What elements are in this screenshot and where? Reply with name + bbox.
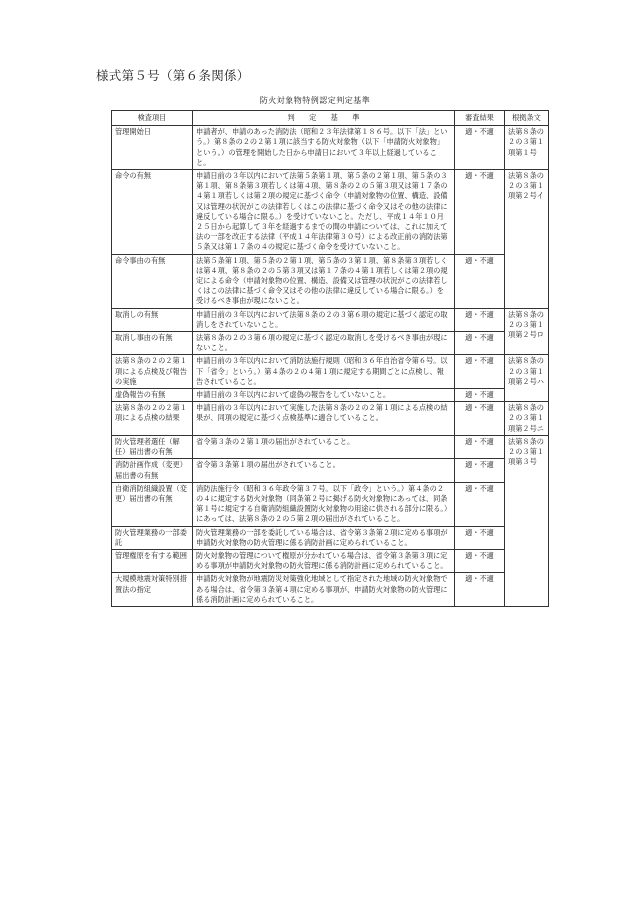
form-number: 様式第５号（第６条関係） [96,68,250,83]
inspection-item: 防火管理業務の一部委託 [112,526,193,549]
table-row [112,402,549,436]
table-header-row [112,111,549,126]
inspection-item: 法第８条の２の２第１項による点検及び報告の実施 [112,355,193,389]
criterion-text: 申請日前の３年以内において実施した法第８条の２の２第１項による点検の結果が、同項の規定に基づく点検基準に適合していること。 [193,402,455,436]
document-title: 防火対象物特例認定判定基準 [259,96,371,105]
criterion-text: 法第５条第１項、第５条の２第１項、第５条の３第１項、第８条第３項若しくは第４項、第８条の２の５第３項又は第１７条の４第１項若しくは第２項の規定による命令（申請対象物の位置、構造、設備又は管理の状況がこの法律若しくはこの法律に基づく命令又はその他の法律に違反している場合に限る。）を受けるべき事由が現にないこと。 [193,254,455,308]
inspection-item: 大規模地震対策特別措置法の指定 [112,573,193,607]
table-row [112,459,549,482]
criterion-text: 省令第３条第１項の届出がされていること。 [193,459,455,482]
table-row [112,332,549,355]
criterion-text: 消防法施行令（昭和３６年政令第３７号。以下「政令」という。）第４条の２の４に規定する防火対象物（同条第２号に掲げる防火対象物にあっては、同条第１号に規定する自衛消防組織設置防火対象物の用途に供される部分に限る。）にあっては、法第８条の２の５第２項の届出がされていること。 [193,482,455,526]
result-cell: 適・不適 [455,332,505,355]
table-row [112,355,549,389]
result-cell: 適・不適 [455,355,505,389]
basis-cell: 法第８条の２の３第１項第２号イ [505,170,549,309]
table-row [112,389,549,402]
criterion-text: 法第８条の２の３第６項の規定に基づく認定の取消しを受けるべき事由が現にないこと。 [193,332,455,355]
result-cell: 適・不適 [455,526,505,549]
criterion-text: 申請日前の３年以内において法第５条第１項、第５条の２第１項、第５条の３第１項、第８条第３項若しくは第４項、第８条の２の５第３項又は第１７条の４第１項若しくは第２項の規定に基づく命令（申請対象物の位置、構造、設備又は管理の状況がこの法律若しくはこの法律に基づく命令又はその他の法律に違反している場合に限る。）を受けていないこと。ただし、平成１４年１０月２５日から起算して３年を経過するまでの間の申請については、これに加えて法の一部を改正する法律（平成１４年法律第３０号）による改正前の消防法第５条又は第１７条の４の規定に基づく命令を受けていないこと。 [193,170,455,255]
criterion-text: 申請防火対象物が地震防災対策強化地域として指定された地域の防火対象物である場合は、省令第３条第４項に定める事項が、申請防火対象物の防火管理に係る消防計画に定められていること。 [193,573,455,607]
result-cell: 適・不適 [455,482,505,526]
basis-cell: 法第８条の２の３第１項第３号 [505,435,549,606]
table-row [112,549,549,572]
inspection-item: 命令の有無 [112,170,193,255]
basis-cell: 法第８条の２の３第１項第２号ニ [505,402,549,436]
table-row [112,126,549,170]
inspection-item: 管理開始日 [112,126,193,170]
basis-cell: 法第８条の２の３第１項第１号 [505,126,549,170]
inspection-item: 消防計画作成（変更）届出書の有無 [112,459,193,482]
header-basis: 根拠条文 [505,111,549,126]
table-row [112,308,549,331]
criterion-text: 申請日前の３年以内において消防法施行規則（昭和３６年自治省令第６号。以下「省令」という。）第４条の２の４第１項に規定する期間ごとに点検し、報告されていること。 [193,355,455,389]
criterion-text: 防火管理業務の一部を委託している場合は、省令第３条第２項に定める事項が申請防火対象物の防火管理に係る消防計画に定められていること。 [193,526,455,549]
basis-cell: 法第８条の２の３第１項第２号ロ [505,308,549,355]
result-cell: 適・不適 [455,389,505,402]
result-cell: 適・不適 [455,459,505,482]
header-inspection-item: 検査項目 [112,111,193,126]
result-cell: 適・不適 [455,549,505,572]
table-row [112,254,549,308]
result-cell: 適・不適 [455,170,505,255]
criterion-text: 申請者が、申請のあった消防法（昭和２３年法律第１８６号。以下「法」という。）第８条の２の２第１項に該当する防火対象物（以下「申請防火対象物」という。）の管理を開始した日から申請日において３年以上経過していること。 [193,126,455,170]
result-cell: 適・不適 [455,254,505,308]
inspection-item: 取消しの有無 [112,308,193,331]
inspection-item: 自衛消防組織設置（変更）届出書の有無 [112,482,193,526]
inspection-item: 命令事由の有無 [112,254,193,308]
criterion-text: 省令第３条の２第１項の届出がされていること。 [193,435,455,458]
table-row [112,170,549,255]
result-cell: 適・不適 [455,126,505,170]
table-row [112,482,549,526]
inspection-item: 管理権原を有する範囲 [112,549,193,572]
criterion-text: 防火対象物の管理について権原が分かれている場合は、省令第３条第３項に定める事項が申請防火対象物の防火管理に係る消防計画に定められていること。 [193,549,455,572]
result-cell: 適・不適 [455,402,505,436]
criterion-text: 申請日前の３年以内において法第８条の２の３第６項の規定に基づく認定の取消しをされていないこと。 [193,308,455,331]
result-cell: 適・不適 [455,308,505,331]
table-row [112,526,549,549]
inspection-item: 防火管理者選任（解任）届出書の有無 [112,435,193,458]
basis-cell: 法第８条の２の３第１項第２号ハ [505,355,549,402]
table-row [112,435,549,458]
criterion-text: 申請日前の３年以内において虚偽の報告をしていないこと。 [193,389,455,402]
inspection-item: 法第８条の２の２第１項による点検の結果 [112,402,193,436]
inspection-item: 虚偽報告の有無 [112,389,193,402]
result-cell: 適・不適 [455,435,505,458]
header-result: 審査結果 [455,111,505,126]
result-cell: 適・不適 [455,573,505,607]
criteria-table [111,110,549,607]
inspection-item: 取消し事由の有無 [112,332,193,355]
table-row [112,573,549,607]
header-criteria: 判 定 基 準 [193,111,455,126]
